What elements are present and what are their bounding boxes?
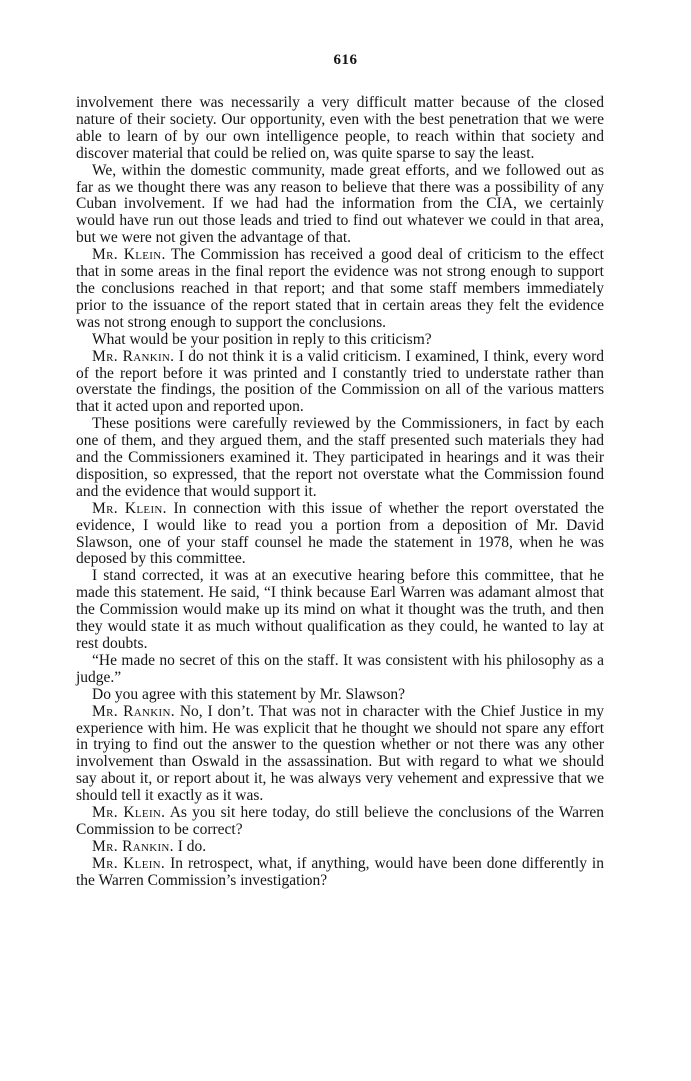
paragraph-5 — [76, 349, 604, 417]
paragraph-text: These positions were carefully reviewed by the Commissioners, in fact by each one of them, and they argued them, and the staff presented such materials they had and the Commissioners examined it. They participated in hearings and it was their disposition, so expressed, that the report not overstate what the Commission found and the evidence that would support it. — [76, 415, 604, 500]
paragraph-text: We, within the domestic community, made great efforts, and we followed out as far as we thought there was any reason to believe that there was a possibility of any Cuban involvement. If we had had the information from the CIA, we certainly would have run out those leads and tried to find out whatever we could in that area, but we were not given the advantage of that. — [76, 161, 604, 247]
paragraph-3 — [76, 247, 604, 332]
paragraph-text: No, I don’t. That was not in character with the Chief Justice in my experience with him. He was explicit that he thought we should not spare any effort in trying to find out the answer to the question whether or not there was any other involvement than Oswald in the assassination. But with regard to what we should say about it, or report about it, he was always very vehement and expressive that we should tell it exactly as it was. — [76, 702, 605, 805]
paragraph-4 — [76, 332, 604, 349]
paragraph-text: In connection with this issue of whether the report overstated the evidence, I would like to read you a portion from a deposition of Mr. David Slawson, one of your staff counsel he made the statement in 1978, when he was deposed by this committee. — [76, 499, 604, 568]
speaker-name: Mr. Klein. — [92, 804, 166, 822]
paragraph-text: In retrospect, what, if anything, would have been done differently in the Warren Commission’s investigation? — [76, 854, 604, 889]
paragraph-text: involvement there was necessarily a very difficult matter because of the closed nature of their society. Our opportunity, even with the best penetration that we were able to learn of by our own intelligence people, to reach within that society and discover material that could be relied on, was quite sparse to say the least. — [76, 94, 604, 162]
transcript-text — [76, 95, 604, 890]
paragraph-text: As you sit here today, do still believe the conclusions of the Warren Commission to be correct? — [76, 804, 604, 838]
page-number: 616 — [333, 52, 358, 68]
paragraph-14 — [76, 856, 604, 890]
speaker-name: Mr. Klein. — [92, 854, 166, 872]
speaker-name: Mr. Rankin. — [92, 702, 175, 720]
paragraph-9 — [76, 653, 604, 687]
paragraph-text: “He made no secret of this on the staff. It was consistent with his philosophy as a judge.” — [76, 651, 604, 686]
paragraph-10 — [76, 687, 604, 704]
paragraph-13 — [76, 839, 604, 856]
paragraph-7 — [76, 501, 604, 569]
paragraph-6 — [76, 416, 604, 501]
paragraph-12 — [76, 805, 604, 839]
speaker-name: Mr. Klein. — [92, 246, 166, 264]
paragraph-text: I do. — [177, 837, 207, 855]
paragraph-8 — [76, 568, 604, 653]
speaker-name: Mr. Rankin. — [92, 347, 175, 365]
paragraph-11 — [76, 704, 604, 805]
paragraph-2 — [76, 163, 604, 248]
paragraph-text: I stand corrected, it was at an executive hearing before this committee, that he made this statement. He said, “I think because Earl Warren was adamant almost that the Commission would make up its mind on what it thought was the truth, and then they would state it as much without qualification as they could, he wanted to lay at rest doubts. — [76, 567, 604, 652]
paragraph-1 — [76, 95, 604, 163]
paragraph-text: I do not think it is a valid criticism. I examined, I think, every word of the report before it was printed and I constantly tried to understate rather than overstate the findings, the position of the Commission on all of the various matters that it acted upon and reported upon. — [76, 347, 605, 416]
paragraph-text: What would be your position in reply to this criticism? — [92, 330, 432, 348]
speaker-name: Mr. Klein. — [92, 499, 167, 517]
speaker-name: Mr. Rankin. — [92, 837, 174, 855]
paragraph-text: The Commission has received a good deal of criticism to the effect that in some areas in the final report the evidence was not strong enough to support the conclusions reached in that report; and that some staff members immediately prior to the issuance of the report stated that in certain areas they felt the evidence was not strong enough to support the conclusions. — [76, 246, 604, 331]
paragraph-text: Do you agree with this statement by Mr. Slawson? — [92, 685, 405, 703]
